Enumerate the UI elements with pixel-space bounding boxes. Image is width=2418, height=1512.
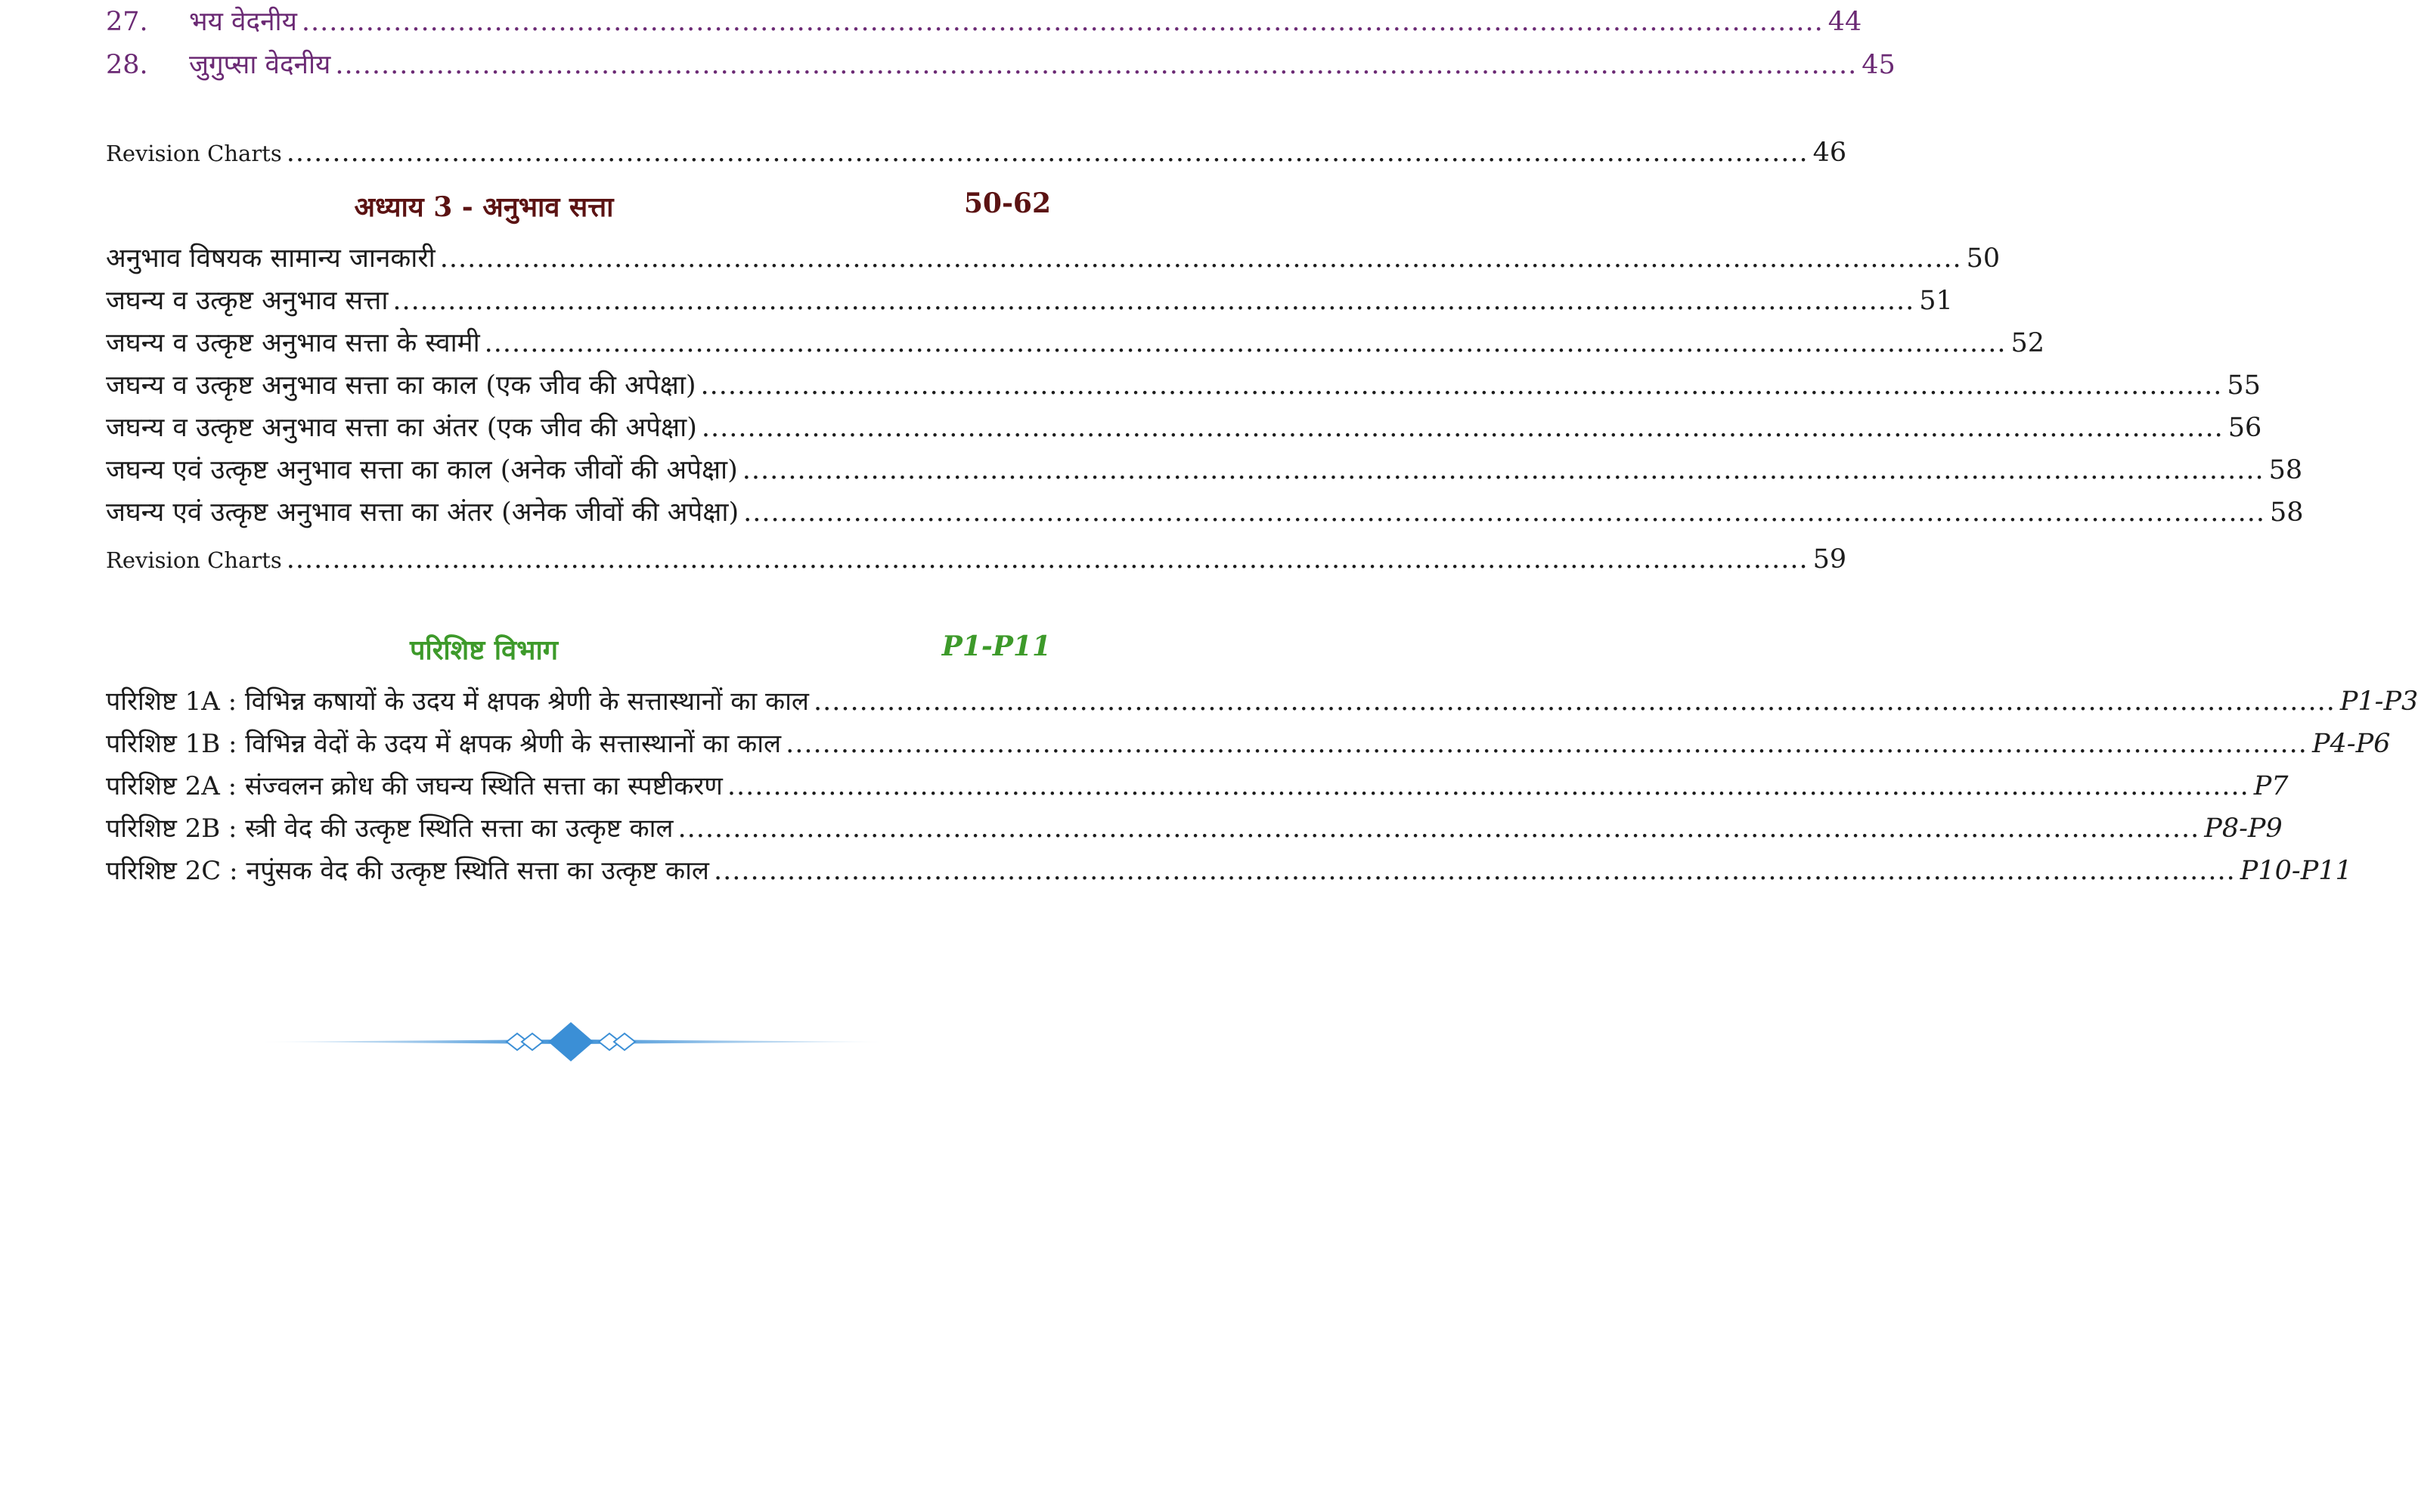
toc-entry[interactable] xyxy=(106,494,2304,531)
leader-dots: ...................................................................................................................................................................... xyxy=(786,729,2308,759)
entry-title: परिशिष्ट 2B : स्त्री वेद की उत्कृष्ट स्थिति सत्ता का उत्कृष्ट काल xyxy=(106,813,674,844)
chapter-title: अध्याय 3 - अनुभाव सत्ता xyxy=(354,191,614,223)
leader-dots: ...................................................................................................................................................................... xyxy=(742,455,2265,485)
toc-entry[interactable] xyxy=(106,452,2303,488)
chapter-heading xyxy=(106,187,1051,225)
entry-title: Revision Charts xyxy=(106,547,282,573)
entry-page: 50 xyxy=(1966,243,2001,274)
entry-number: 27. xyxy=(106,7,148,37)
toc-entry-appendix[interactable] xyxy=(106,810,2283,847)
entry-title: भय वेदनीय xyxy=(189,7,297,37)
entry-page: 46 xyxy=(1812,138,1847,168)
entry-title: परिशिष्ट 1B : विभिन्न वेदों के उदय में क्षपक श्रेणी के सत्तास्थानों का काल xyxy=(106,729,782,759)
entry-title: जघन्य व उत्कृष्ट अनुभाव सत्ता का काल (एक जीव की अपेक्षा) xyxy=(106,370,696,401)
leader-dots: ...................................................................................................................................................................... xyxy=(286,138,1809,168)
leader-dots: ...................................................................................................................................................................... xyxy=(286,544,1809,575)
entry-page: 55 xyxy=(2227,370,2261,401)
leader-dots: ...................................................................................................................................................................... xyxy=(335,50,1858,80)
toc-entry[interactable] xyxy=(106,240,2001,277)
chapter-page-range: 50-62 xyxy=(963,187,1051,219)
entry-title: जघन्य एवं उत्कृष्ट अनुभाव सत्ता का अंतर (अनेक जीवों की अपेक्षा) xyxy=(106,497,739,528)
toc-entry-appendix[interactable] xyxy=(106,683,2418,720)
leader-dots: ...................................................................................................................................................................... xyxy=(484,328,2007,358)
entry-page: 59 xyxy=(1812,544,1847,575)
toc-entry[interactable] xyxy=(106,367,2261,404)
entry-page: P7 xyxy=(2253,771,2289,801)
entry-page: 58 xyxy=(2269,497,2304,528)
toc-entry-revision[interactable] xyxy=(106,135,1847,172)
diamond-divider-icon xyxy=(257,1021,885,1063)
toc-entry-appendix[interactable] xyxy=(106,768,2289,804)
leader-dots: ...................................................................................................................................................................... xyxy=(700,370,2223,401)
leader-dots: ...................................................................................................................................................................... xyxy=(701,413,2224,443)
leader-dots: ...................................................................................................................................................................... xyxy=(301,7,1824,37)
entry-title: परिशिष्ट 1A : विभिन्न कषायों के उदय में क्षपक श्रेणी के सत्तास्थानों का काल xyxy=(106,686,809,717)
toc-entry[interactable] xyxy=(106,4,1862,40)
leader-dots: ...................................................................................................................................................................... xyxy=(392,286,1915,316)
entry-page: 58 xyxy=(2268,455,2303,485)
entry-title: Revision Charts xyxy=(106,141,282,166)
toc-entry-revision[interactable] xyxy=(106,541,1847,578)
entry-page: P1-P3 xyxy=(2339,686,2418,717)
leader-dots: ...................................................................................................................................................................... xyxy=(713,856,2236,886)
toc-entry[interactable] xyxy=(106,47,1896,83)
toc-entry[interactable] xyxy=(106,410,2262,446)
toc-entry-appendix[interactable] xyxy=(106,726,2391,762)
appendix-page-range: P1-P11 xyxy=(941,631,1051,662)
entry-title: जघन्य एवं उत्कृष्ट अनुभाव सत्ता का काल (अनेक जीवों की अपेक्षा) xyxy=(106,455,738,485)
entry-page: P8-P9 xyxy=(2204,813,2283,844)
entry-page: 52 xyxy=(2010,328,2045,358)
entry-page: P10-P11 xyxy=(2240,856,2352,886)
entry-title: अनुभाव विषयक सामान्य जानकारी xyxy=(106,243,436,274)
appendix-heading xyxy=(106,631,1051,668)
leader-dots: ...................................................................................................................................................................... xyxy=(743,497,2265,528)
leader-dots: ...................................................................................................................................................................... xyxy=(727,771,2249,801)
entry-title: जघन्य व उत्कृष्ट अनुभाव सत्ता के स्वामी xyxy=(106,328,480,358)
leader-dots: ...................................................................................................................................................................... xyxy=(677,813,2200,844)
entry-title: जघन्य व उत्कृष्ट अनुभाव सत्ता का अंतर (एक जीव की अपेक्षा) xyxy=(106,413,697,443)
leader-dots: ...................................................................................................................................................................... xyxy=(439,243,1962,274)
entry-page: 56 xyxy=(2227,413,2262,443)
entry-page: P4-P6 xyxy=(2311,729,2391,759)
leader-dots: ...................................................................................................................................................................... xyxy=(814,686,2336,717)
entry-title: परिशिष्ट 2A : संज्वलन क्रोध की जघन्य स्थिति सत्ता का स्पष्टीकरण xyxy=(106,771,723,801)
toc-entry[interactable] xyxy=(106,283,1953,319)
entry-page: 45 xyxy=(1862,50,1896,80)
toc-entry[interactable] xyxy=(106,325,2045,361)
entry-title: जुगुप्सा वेदनीय xyxy=(189,50,331,80)
entry-page: 44 xyxy=(1827,7,1862,37)
entry-page: 51 xyxy=(1919,286,1953,316)
entry-title: जघन्य व उत्कृष्ट अनुभाव सत्ता xyxy=(106,286,389,316)
entry-number: 28. xyxy=(106,50,148,80)
appendix-title: परिशिष्ट विभाग xyxy=(409,634,559,666)
toc-entry-appendix[interactable] xyxy=(106,853,2352,889)
entry-title: परिशिष्ट 2C : नपुंसक वेद की उत्कृष्ट स्थिति सत्ता का उत्कृष्ट काल xyxy=(106,856,709,886)
